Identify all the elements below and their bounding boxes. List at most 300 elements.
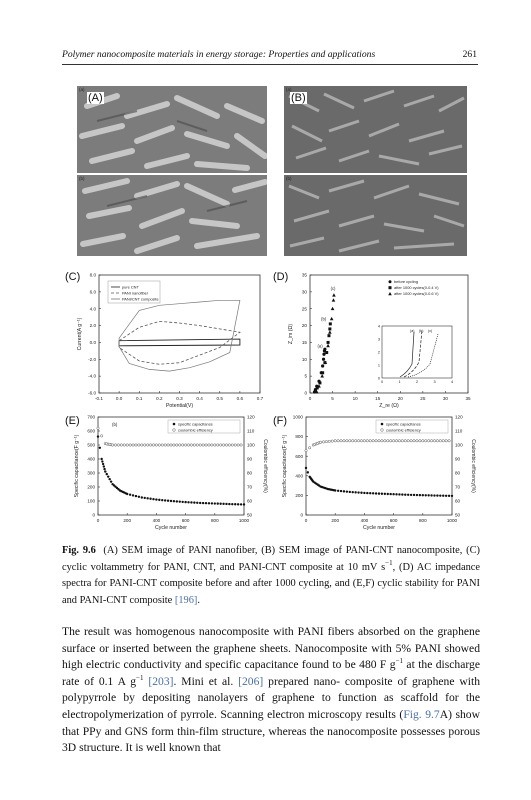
header-rule xyxy=(62,64,478,65)
nyquist-point xyxy=(318,381,321,384)
y2-tick-label: 80 xyxy=(247,470,253,476)
efficiency-point xyxy=(372,440,374,442)
efficiency-point xyxy=(176,444,178,446)
legend-entry: specific capacitance xyxy=(178,421,213,427)
efficiency-point xyxy=(337,440,339,442)
efficiency-point xyxy=(100,435,102,437)
body-line-4d: prepared nano- xyxy=(263,674,340,688)
body-sup-2: −1 xyxy=(136,673,144,682)
x-tick-label: 5 xyxy=(331,396,334,401)
capacitance-point xyxy=(214,502,216,504)
chart-e xyxy=(64,412,274,537)
chart-f xyxy=(272,412,480,537)
efficiency-point xyxy=(132,444,134,446)
y-tick-label: 8.0 xyxy=(89,272,96,278)
efficiency-point xyxy=(155,444,157,446)
legend-marker xyxy=(388,292,392,295)
inset-frame xyxy=(382,326,452,378)
efficiency-point xyxy=(430,440,432,442)
capacitance-point xyxy=(234,503,236,505)
efficiency-point xyxy=(179,444,181,446)
body-line-7a: microscopy results ( xyxy=(307,707,404,721)
capacitance-point xyxy=(205,502,207,504)
capacitance-point xyxy=(184,501,186,503)
efficiency-point xyxy=(228,444,230,446)
efficiency-point xyxy=(184,444,186,446)
y-tick-label: 600 xyxy=(295,453,303,459)
capacitance-point xyxy=(307,471,309,473)
y-tick-label: 10 xyxy=(301,356,307,362)
sem-sublabel-a-b: (b) xyxy=(79,176,85,181)
body-fig-link[interactable]: Fig. 9.7 xyxy=(403,707,440,721)
efficiency-point xyxy=(328,440,330,442)
x-axis-label: Cycle number xyxy=(154,525,188,531)
y-axis-label: Specific capacitance(F g⁻¹) xyxy=(74,434,80,498)
nyquist-point xyxy=(322,353,325,356)
efficiency-point xyxy=(357,440,359,442)
x-tick-label: 0 xyxy=(304,518,308,523)
x-axis-label: Cycle number xyxy=(362,525,396,531)
capacitance-point xyxy=(103,468,105,470)
nyquist-point xyxy=(325,351,328,354)
body-line-4c: . Mini et al. xyxy=(173,674,239,688)
legend-entry: after 1000 cycles(0-0.6 V) xyxy=(394,291,439,296)
figure-caption xyxy=(62,543,480,609)
efficiency-point xyxy=(187,444,189,446)
inset-x-tick: 0 xyxy=(380,380,384,384)
capacitance-point xyxy=(208,502,210,504)
capacitance-point xyxy=(240,503,242,505)
y-tick-label: 15 xyxy=(301,340,307,346)
y-tick-label: 0 xyxy=(92,512,95,518)
capacitance-point xyxy=(357,491,359,493)
efficiency-point xyxy=(325,440,327,442)
capacitance-point xyxy=(104,470,106,472)
efficiency-point xyxy=(349,440,351,442)
capacitance-point xyxy=(352,491,354,493)
capacitance-point xyxy=(387,493,389,495)
y-axis-label: Current(A g⁻¹) xyxy=(77,317,83,351)
capacitance-point xyxy=(164,499,166,501)
body-line-4a: 480 F g xyxy=(359,658,396,672)
efficiency-point xyxy=(135,444,137,446)
efficiency-point xyxy=(410,440,412,442)
panel-label-d: (D) xyxy=(273,271,289,283)
y-tick-label: 100 xyxy=(87,498,95,504)
efficiency-point xyxy=(384,440,386,442)
x-tick-label: -0.1 xyxy=(95,396,103,401)
legend-marker xyxy=(381,423,384,426)
capacitance-point xyxy=(103,465,105,467)
capacitance-point xyxy=(401,493,403,495)
y2-tick-label: 70 xyxy=(247,484,253,490)
x-tick-label: 800 xyxy=(210,518,219,523)
efficiency-point xyxy=(158,444,160,446)
efficiency-point xyxy=(144,444,146,446)
efficiency-point xyxy=(436,440,438,442)
capacitance-point xyxy=(202,502,204,504)
sem-sublabel-b-b: (b) xyxy=(286,176,292,181)
caption-ref-link[interactable]: [196] xyxy=(174,594,198,606)
efficiency-point xyxy=(413,440,415,442)
y-tick-label: 6.0 xyxy=(89,289,96,295)
body-line-8: whereas the nanocomposite possesses porous 3D structure. It is well known that xyxy=(62,724,480,755)
cv-curve-2 xyxy=(119,321,240,364)
body-ref-206[interactable]: [206] xyxy=(238,674,264,688)
chart-e-svg xyxy=(64,412,274,537)
capacitance-point xyxy=(176,500,178,502)
efficiency-point xyxy=(407,440,409,442)
efficiency-point xyxy=(205,444,207,446)
y-tick-label: 25 xyxy=(301,306,307,312)
efficiency-point xyxy=(352,440,354,442)
annotation-b: (b) xyxy=(112,422,118,427)
efficiency-point xyxy=(117,444,119,446)
capacitance-point xyxy=(445,495,447,497)
x-tick-label: 800 xyxy=(418,518,427,523)
capacitance-point xyxy=(155,498,157,500)
capacitance-point xyxy=(196,502,198,504)
y-tick-label: 0 xyxy=(304,390,307,396)
efficiency-point xyxy=(340,440,342,442)
efficiency-point xyxy=(190,444,192,446)
chart-c xyxy=(64,268,274,410)
body-line-7b: A) show that PPy and GNS form thin-film structure, xyxy=(62,707,480,738)
y2-tick-label: 90 xyxy=(247,456,253,462)
efficiency-point xyxy=(219,444,221,446)
capacitance-point xyxy=(395,493,397,495)
panel-label-f: (F) xyxy=(273,415,288,427)
nyquist-point xyxy=(326,344,330,347)
capacitance-point xyxy=(425,494,427,496)
efficiency-point xyxy=(334,440,336,442)
chart-c-svg xyxy=(64,268,274,410)
capacitance-point xyxy=(231,503,233,505)
efficiency-point xyxy=(395,440,397,442)
capacitance-point xyxy=(389,493,391,495)
nyquist-point xyxy=(327,341,330,344)
nyquist-point xyxy=(328,330,332,333)
caption-text-3: . xyxy=(197,594,200,606)
efficiency-point xyxy=(363,440,365,442)
capacitance-point xyxy=(190,501,192,503)
efficiency-point xyxy=(308,447,310,449)
cv-curve-1 xyxy=(119,339,240,346)
efficiency-point xyxy=(141,444,143,446)
efficiency-point xyxy=(222,444,224,446)
x-tick-label: 0.1 xyxy=(136,396,143,401)
nyquist-point xyxy=(329,322,332,325)
efficiency-point xyxy=(366,440,368,442)
chart-d xyxy=(272,268,480,410)
efficiency-point xyxy=(404,440,406,442)
legend-marker xyxy=(389,280,392,283)
legend-entry: before cycling xyxy=(394,279,419,284)
panel-label-b: (B) xyxy=(291,92,306,104)
capacitance-point xyxy=(211,502,213,504)
capacitance-point xyxy=(381,493,383,495)
efficiency-point xyxy=(196,444,198,446)
capacitance-point xyxy=(422,494,424,496)
capacitance-point xyxy=(99,447,101,449)
x-tick-label: 1000 xyxy=(238,518,250,523)
capacitance-point xyxy=(170,500,172,502)
legend-entry: PANI nanofiber xyxy=(122,290,149,296)
x-tick-label: 600 xyxy=(389,518,398,523)
x-axis-label: Potential(V) xyxy=(165,403,194,409)
y-tick-label: -2.0 xyxy=(88,356,96,362)
capacitance-point xyxy=(199,502,201,504)
efficiency-point xyxy=(164,444,166,446)
x-tick-label: 20 xyxy=(397,396,403,401)
y2-tick-label: 120 xyxy=(455,414,463,420)
capacitance-point xyxy=(179,500,181,502)
y2-tick-label: 110 xyxy=(455,428,463,434)
body-line-5: composite of graphene with polypyrrole by depositing nanolayers of graphene to xyxy=(62,674,480,705)
y2-tick-label: 100 xyxy=(247,442,255,448)
inset-x-tick: 2 xyxy=(415,380,419,384)
capacitance-point xyxy=(167,500,169,502)
capacitance-point xyxy=(392,493,394,495)
efficiency-point xyxy=(378,440,380,442)
y-axis-label: Specific capacitance(F g⁻¹) xyxy=(282,434,288,498)
nyquist-point xyxy=(328,327,331,330)
y-tick-label: 500 xyxy=(87,442,95,448)
capacitance-point xyxy=(372,492,374,494)
capacitance-point xyxy=(404,493,406,495)
capacitance-point xyxy=(416,494,418,496)
efficiency-point xyxy=(305,449,307,451)
capacitance-point xyxy=(228,503,230,505)
cv-curve-3 xyxy=(119,300,240,371)
capacitance-point xyxy=(363,492,365,494)
running-title: Polymer nanocomposite materials in energy storage: Properties and applications xyxy=(62,49,376,60)
y-tick-label: 600 xyxy=(87,428,95,434)
efficiency-point xyxy=(419,440,421,442)
capacitance-point xyxy=(219,503,221,505)
legend-entry: coulombic efficiency xyxy=(386,427,421,433)
x-tick-label: 0.6 xyxy=(236,396,244,401)
x-tick-label: 400 xyxy=(360,518,369,523)
efficiency-point xyxy=(354,440,356,442)
efficiency-point xyxy=(425,440,427,442)
y-tick-label: 300 xyxy=(87,470,95,476)
efficiency-point xyxy=(237,444,239,446)
annotation-c: (c) xyxy=(330,286,336,292)
legend-entry: specific capacitance xyxy=(386,421,421,427)
x-tick-label: 1000 xyxy=(446,518,458,523)
body-line-3: PANI showed high electric conductivity and specific capacitance found to be xyxy=(62,641,480,672)
body-line-4b: at the discharge rate of 0.1 A g xyxy=(62,658,480,688)
y2-axis-label: Coulombic efficiency(%) xyxy=(262,439,268,493)
capacitance-point xyxy=(413,494,415,496)
efficiency-point xyxy=(331,440,333,442)
efficiency-point xyxy=(129,444,131,446)
sem-image-b xyxy=(284,86,467,256)
capacitance-point xyxy=(225,503,227,505)
x-tick-label: 30 xyxy=(442,396,448,401)
legend-marker xyxy=(173,423,176,426)
body-line-1: The result was homogenous nanocomposite with PANI fibers absorbed on the xyxy=(62,625,434,638)
efficiency-point xyxy=(126,444,128,446)
efficiency-point xyxy=(375,440,377,442)
efficiency-point xyxy=(225,444,227,446)
efficiency-point xyxy=(138,444,140,446)
efficiency-point xyxy=(322,441,324,443)
inset-label: (a) xyxy=(410,329,415,333)
inset-y-tick: 2 xyxy=(377,350,380,355)
efficiency-point xyxy=(448,440,450,442)
x-tick-label: 0.3 xyxy=(176,396,183,401)
capacitance-point xyxy=(135,495,137,497)
efficiency-point xyxy=(202,444,204,446)
y-tick-label: 200 xyxy=(295,493,303,498)
capacitance-point xyxy=(427,494,429,496)
inset-y-tick: 1 xyxy=(377,363,380,368)
y-tick-label: 800 xyxy=(295,434,303,440)
nyquist-point xyxy=(320,374,324,377)
inset-x-tick: 1 xyxy=(398,380,401,384)
efficiency-point xyxy=(167,444,169,446)
y-tick-label: 4.0 xyxy=(89,306,96,312)
efficiency-point xyxy=(422,440,424,442)
capacitance-point xyxy=(141,496,143,498)
capacitance-point xyxy=(337,490,339,492)
y-tick-label: 20 xyxy=(301,323,307,329)
capacitance-point xyxy=(126,493,128,495)
capacitance-point xyxy=(222,503,224,505)
capacitance-point xyxy=(375,492,377,494)
efficiency-point xyxy=(392,440,394,442)
caption-sup: −1 xyxy=(385,558,393,567)
x-tick-label: 0 xyxy=(308,396,312,401)
sem-texture-a xyxy=(77,86,267,256)
efficiency-point xyxy=(173,444,175,446)
capacitance-point xyxy=(349,491,351,493)
y2-axis-label: Coulombic efficiency(%) xyxy=(470,439,476,493)
capacitance-point xyxy=(369,492,371,494)
y2-tick-label: 50 xyxy=(455,512,461,518)
annotation-b: (b) xyxy=(321,316,327,322)
efficiency-point xyxy=(439,440,441,442)
inset-label: (b) xyxy=(419,329,424,333)
x-tick-label: 0.5 xyxy=(216,396,223,401)
body-ref-203[interactable]: [203] xyxy=(148,674,174,688)
legend-entry: after 1000 cycles(0-0.4 V) xyxy=(394,285,439,290)
nyquist-point xyxy=(327,334,330,337)
y-tick-label: 400 xyxy=(87,456,95,462)
capacitance-point xyxy=(448,495,450,497)
efficiency-point xyxy=(346,440,348,442)
efficiency-point xyxy=(111,444,113,446)
capacitance-point xyxy=(451,495,453,497)
x-tick-label: 0 xyxy=(96,518,100,523)
capacitance-point xyxy=(378,492,380,494)
capacitance-point xyxy=(442,495,444,497)
y-tick-label: 2.0 xyxy=(89,323,96,329)
panel-label-c: (C) xyxy=(65,271,81,283)
efficiency-point xyxy=(433,440,435,442)
efficiency-point xyxy=(170,444,172,446)
efficiency-point xyxy=(123,444,125,446)
efficiency-point xyxy=(360,440,362,442)
capacitance-point xyxy=(340,490,342,492)
x-tick-label: 600 xyxy=(181,518,190,523)
x-tick-label: 200 xyxy=(123,518,132,523)
nyquist-point xyxy=(322,358,325,361)
panel-label-e: (E) xyxy=(65,415,80,427)
capacitance-point xyxy=(146,497,148,499)
chart-f-svg xyxy=(272,412,480,537)
efficiency-point xyxy=(152,444,154,446)
capacitance-point xyxy=(419,494,421,496)
inset-y-tick: 3 xyxy=(377,337,380,342)
panel-label-a: (A) xyxy=(88,92,103,104)
legend-marker xyxy=(381,429,384,432)
nyquist-point xyxy=(321,364,324,367)
efficiency-point xyxy=(120,444,122,446)
y-tick-label: 700 xyxy=(87,414,95,420)
inset-y-tick: 4 xyxy=(377,324,380,329)
capacitance-point xyxy=(334,489,336,491)
capacitance-point xyxy=(439,494,441,496)
efficiency-point xyxy=(234,444,236,446)
x-tick-label: 0.7 xyxy=(256,396,264,401)
efficiency-point xyxy=(387,440,389,442)
efficiency-point xyxy=(161,444,163,446)
capacitance-point xyxy=(138,496,140,498)
x-tick-label: 0.4 xyxy=(196,396,203,401)
efficiency-point xyxy=(381,440,383,442)
x-tick-label: 15 xyxy=(375,396,381,401)
y2-tick-label: 60 xyxy=(247,498,253,504)
capacitance-point xyxy=(346,490,348,492)
efficiency-point xyxy=(389,440,391,442)
body-paragraph xyxy=(62,624,480,757)
y2-tick-label: 60 xyxy=(455,498,461,504)
capacitance-point xyxy=(384,493,386,495)
y2-tick-label: 120 xyxy=(247,414,255,420)
capacitance-point xyxy=(108,478,110,480)
capacitance-point xyxy=(360,492,362,494)
y-tick-label: -4.0 xyxy=(88,373,96,379)
capacitance-point xyxy=(436,494,438,496)
efficiency-point xyxy=(401,440,403,442)
nyquist-point xyxy=(332,298,336,301)
efficiency-point xyxy=(97,427,99,429)
x-tick-label: 0.0 xyxy=(115,396,123,401)
capacitance-point xyxy=(305,467,307,469)
nyquist-point xyxy=(321,371,324,374)
inset-label: (c) xyxy=(428,329,433,333)
efficiency-point xyxy=(398,440,400,442)
inset-x-tick: 4 xyxy=(450,380,454,384)
nyquist-point xyxy=(323,348,326,351)
efficiency-point xyxy=(427,440,429,442)
inset-y-tick: 0 xyxy=(377,376,380,381)
annotation-a: (a) xyxy=(317,343,323,349)
capacitance-point xyxy=(354,491,356,493)
capacitance-point xyxy=(107,475,109,477)
capacitance-point xyxy=(152,498,154,500)
efficiency-point xyxy=(369,440,371,442)
x-axis-label: Z_re (Ω) xyxy=(379,403,399,409)
capacitance-point xyxy=(181,501,183,503)
y-tick-label: 30 xyxy=(301,289,307,295)
capacitance-point xyxy=(430,494,432,496)
capacitance-point xyxy=(243,503,245,505)
legend-marker xyxy=(389,286,392,289)
